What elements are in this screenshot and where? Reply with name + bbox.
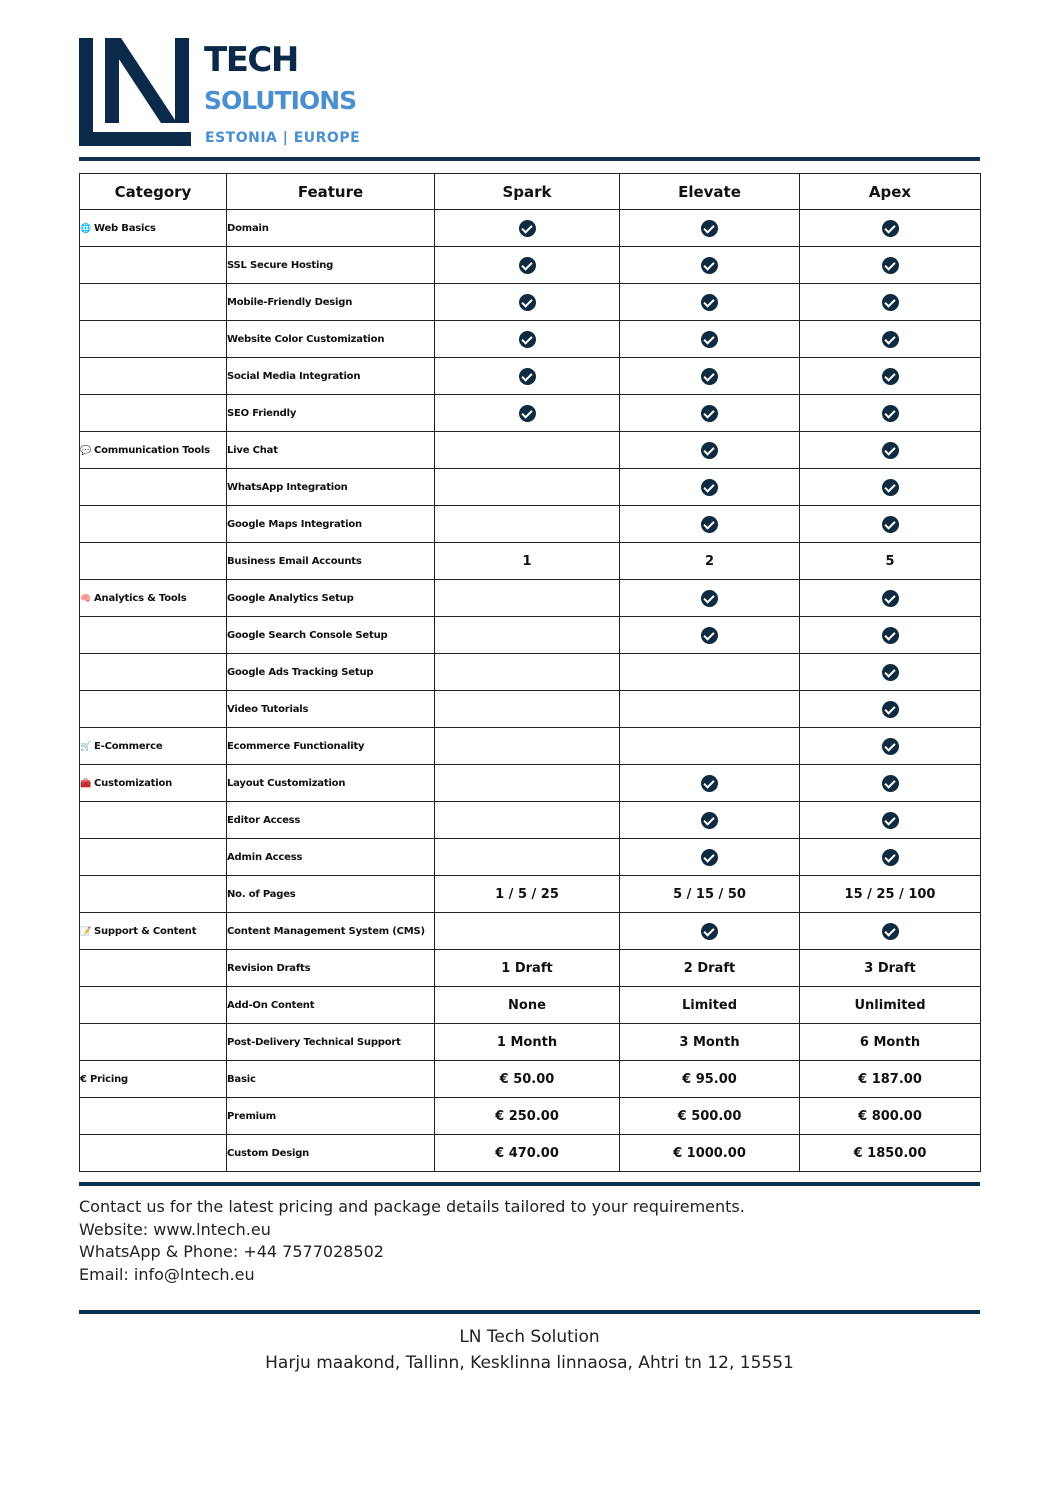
category-cell [80, 1061, 227, 1098]
spark-cell [435, 728, 620, 765]
apex-cell [800, 321, 981, 358]
spark-cell: 1 Draft [435, 950, 620, 987]
spark-cell [435, 654, 620, 691]
spark-cell: € 470.00 [435, 1135, 620, 1172]
spark-cell [435, 617, 620, 654]
category-cell [80, 395, 227, 432]
check-circle-icon [701, 220, 718, 237]
table-bottom-divider [79, 1182, 980, 1186]
check-circle-icon [701, 849, 718, 866]
spark-cell [435, 580, 620, 617]
apex-cell [800, 913, 981, 950]
elevate-cell [620, 506, 800, 543]
table-row [80, 987, 981, 1024]
feature-cell: Website Color Customization [227, 321, 435, 358]
elevate-cell [620, 839, 800, 876]
feature-cell: Layout Customization [227, 765, 435, 802]
spark-cell [435, 395, 620, 432]
apex-cell [800, 617, 981, 654]
elevate-cell: € 95.00 [620, 1061, 800, 1098]
feature-cell: Content Management System (CMS) [227, 913, 435, 950]
table-row [80, 210, 981, 247]
category-label: Customization [94, 777, 173, 789]
table-row [80, 247, 981, 284]
category-cell [80, 358, 227, 395]
logo-region: ESTONIA | EUROPE [205, 130, 361, 146]
table-row [80, 839, 981, 876]
elevate-cell: 2 [620, 543, 800, 580]
elevate-cell [620, 469, 800, 506]
feature-cell: Premium [227, 1098, 435, 1135]
apex-cell [800, 765, 981, 802]
category-cell [80, 617, 227, 654]
category-cell [80, 469, 227, 506]
memo-icon: 📝 [80, 926, 92, 937]
feature-cell: SEO Friendly [227, 395, 435, 432]
footer-company: LN Tech Solution [459, 1327, 600, 1347]
apex-cell: € 1850.00 [800, 1135, 981, 1172]
apex-cell [800, 358, 981, 395]
spark-cell [435, 321, 620, 358]
apex-cell: 15 / 25 / 100 [800, 876, 981, 913]
brain-icon: 🧠 [80, 593, 92, 604]
apex-cell [800, 506, 981, 543]
spark-cell: 1 Month [435, 1024, 620, 1061]
spark-cell [435, 358, 620, 395]
spark-cell [435, 284, 620, 321]
check-circle-icon [519, 405, 536, 422]
feature-cell: Google Analytics Setup [227, 580, 435, 617]
table-row [80, 728, 981, 765]
check-circle-icon [882, 701, 899, 718]
table-row [80, 913, 981, 950]
feature-cell: Domain [227, 210, 435, 247]
apex-cell: 3 Draft [800, 950, 981, 987]
feature-cell: SSL Secure Hosting [227, 247, 435, 284]
feature-cell: WhatsApp Integration [227, 469, 435, 506]
category-cell [80, 876, 227, 913]
feature-cell: Ecommerce Functionality [227, 728, 435, 765]
elevate-cell: € 500.00 [620, 1098, 800, 1135]
feature-cell: Social Media Integration [227, 358, 435, 395]
feature-cell: Live Chat [227, 432, 435, 469]
spark-cell [435, 839, 620, 876]
category-cell [80, 506, 227, 543]
elevate-cell [620, 210, 800, 247]
logo-text-tech: TECH [204, 40, 298, 80]
toolbox-icon: 🧰 [80, 778, 92, 789]
apex-cell [800, 284, 981, 321]
category-cell [80, 284, 227, 321]
category-cell [80, 950, 227, 987]
check-circle-icon [519, 294, 536, 311]
elevate-cell [620, 395, 800, 432]
spark-cell [435, 691, 620, 728]
elevate-cell [620, 802, 800, 839]
elevate-cell: 2 Draft [620, 950, 800, 987]
table-row [80, 1135, 981, 1172]
check-circle-icon [882, 294, 899, 311]
check-circle-icon [701, 294, 718, 311]
category-label: Communication Tools [94, 444, 210, 456]
spark-cell [435, 765, 620, 802]
feature-cell: Revision Drafts [227, 950, 435, 987]
footer-address: Harju maakond, Tallinn, Kesklinna linnaosa, Ahtri tn 12, 15551 [265, 1353, 794, 1373]
category-cell [80, 432, 227, 469]
spark-cell: 1 [435, 543, 620, 580]
category-cell [80, 728, 227, 765]
apex-cell [800, 395, 981, 432]
spark-cell [435, 210, 620, 247]
company-logo [79, 38, 379, 153]
category-label: E-Commerce [94, 740, 163, 752]
table-row [80, 580, 981, 617]
feature-cell: Add-On Content [227, 987, 435, 1024]
table-row [80, 802, 981, 839]
check-circle-icon [519, 257, 536, 274]
apex-cell [800, 654, 981, 691]
category-cell [80, 691, 227, 728]
apex-cell [800, 432, 981, 469]
feature-cell: Google Maps Integration [227, 506, 435, 543]
ln-logo-mark [79, 38, 191, 148]
check-circle-icon [882, 368, 899, 385]
check-circle-icon [882, 590, 899, 607]
check-circle-icon [882, 775, 899, 792]
apex-cell: 5 [800, 543, 981, 580]
category-cell [80, 654, 227, 691]
category-cell [80, 1024, 227, 1061]
contact-intro: Contact us for the latest pricing and package details tailored to your requirements. [79, 1197, 745, 1216]
apex-cell [800, 247, 981, 284]
check-circle-icon [882, 405, 899, 422]
table-row [80, 321, 981, 358]
check-circle-icon [882, 220, 899, 237]
category-cell [80, 987, 227, 1024]
feature-cell: Editor Access [227, 802, 435, 839]
apex-cell [800, 728, 981, 765]
table-row [80, 358, 981, 395]
apex-cell: Unlimited [800, 987, 981, 1024]
category-cell [80, 247, 227, 284]
column-header-apex: Apex [800, 174, 981, 210]
table-header-row [80, 174, 981, 210]
apex-cell [800, 580, 981, 617]
check-circle-icon [701, 368, 718, 385]
elevate-cell [620, 913, 800, 950]
check-circle-icon [882, 257, 899, 274]
table-row [80, 506, 981, 543]
apex-cell [800, 469, 981, 506]
table-row [80, 432, 981, 469]
contact-block [79, 1196, 745, 1286]
table-row [80, 1024, 981, 1061]
feature-cell: Google Ads Tracking Setup [227, 654, 435, 691]
check-circle-icon [701, 627, 718, 644]
spark-cell [435, 469, 620, 506]
elevate-cell [620, 358, 800, 395]
column-header-category: Category [80, 174, 227, 210]
apex-cell [800, 802, 981, 839]
elevate-cell [620, 728, 800, 765]
spark-cell [435, 802, 620, 839]
cart-icon: 🛒 [80, 741, 92, 752]
table-row [80, 469, 981, 506]
category-cell [80, 580, 227, 617]
elevate-cell [620, 765, 800, 802]
feature-cell: Mobile-Friendly Design [227, 284, 435, 321]
footer-divider [79, 1310, 980, 1314]
feature-cell: Business Email Accounts [227, 543, 435, 580]
elevate-cell [620, 617, 800, 654]
category-cell [80, 765, 227, 802]
category-cell [80, 1135, 227, 1172]
apex-cell: 6 Month [800, 1024, 981, 1061]
feature-cell: Video Tutorials [227, 691, 435, 728]
elevate-cell [620, 247, 800, 284]
check-circle-icon [882, 738, 899, 755]
spark-cell: 1 / 5 / 25 [435, 876, 620, 913]
check-circle-icon [882, 812, 899, 829]
check-circle-icon [882, 442, 899, 459]
globe-icon: 🌐 [80, 223, 92, 234]
category-cell [80, 210, 227, 247]
apex-cell [800, 691, 981, 728]
elevate-cell: € 1000.00 [620, 1135, 800, 1172]
elevate-cell [620, 432, 800, 469]
table-row [80, 1098, 981, 1135]
table-row [80, 617, 981, 654]
category-cell [80, 802, 227, 839]
category-label: Web Basics [94, 222, 156, 234]
feature-cell: Custom Design [227, 1135, 435, 1172]
table-row [80, 876, 981, 913]
check-circle-icon [701, 442, 718, 459]
check-circle-icon [701, 775, 718, 792]
pricing-table [79, 173, 981, 1172]
elevate-cell [620, 321, 800, 358]
table-row [80, 765, 981, 802]
apex-cell [800, 839, 981, 876]
feature-cell: Google Search Console Setup [227, 617, 435, 654]
category-label: Support & Content [94, 925, 197, 937]
category-cell [80, 1098, 227, 1135]
elevate-cell [620, 691, 800, 728]
elevate-cell: Limited [620, 987, 800, 1024]
feature-cell: Basic [227, 1061, 435, 1098]
apex-cell [800, 210, 981, 247]
speech-bubble-icon: 💬 [80, 445, 92, 456]
table-row [80, 950, 981, 987]
contact-email[interactable]: Email: info@lntech.eu [79, 1264, 255, 1284]
check-circle-icon [882, 516, 899, 533]
table-row [80, 1061, 981, 1098]
check-circle-icon [519, 331, 536, 348]
check-circle-icon [701, 405, 718, 422]
elevate-cell [620, 284, 800, 321]
feature-cell: Admin Access [227, 839, 435, 876]
check-circle-icon [882, 849, 899, 866]
table-body [80, 210, 981, 1172]
elevate-cell: 3 Month [620, 1024, 800, 1061]
check-circle-icon [701, 516, 718, 533]
table-row [80, 395, 981, 432]
feature-cell: Post-Delivery Technical Support [227, 1024, 435, 1061]
category-cell [80, 839, 227, 876]
check-circle-icon [519, 220, 536, 237]
category-cell [80, 543, 227, 580]
table-row [80, 654, 981, 691]
check-circle-icon [882, 923, 899, 940]
spark-cell [435, 432, 620, 469]
check-circle-icon [519, 368, 536, 385]
spark-cell [435, 506, 620, 543]
spark-cell: € 250.00 [435, 1098, 620, 1135]
check-circle-icon [701, 923, 718, 940]
category-cell [80, 913, 227, 950]
table-row [80, 691, 981, 728]
category-cell [80, 321, 227, 358]
check-circle-icon [701, 812, 718, 829]
table-row [80, 543, 981, 580]
column-header-spark: Spark [435, 174, 620, 210]
spark-cell [435, 247, 620, 284]
check-circle-icon [882, 664, 899, 681]
header-divider [79, 157, 980, 161]
check-circle-icon [882, 627, 899, 644]
spark-cell: € 50.00 [435, 1061, 620, 1098]
check-circle-icon [701, 479, 718, 496]
apex-cell: € 187.00 [800, 1061, 981, 1098]
check-circle-icon [882, 331, 899, 348]
elevate-cell [620, 580, 800, 617]
logo-text-solutions: SOLUTIONS [204, 86, 357, 115]
table-row [80, 284, 981, 321]
apex-cell: € 800.00 [800, 1098, 981, 1135]
contact-phone[interactable]: WhatsApp & Phone: +44 7577028502 [79, 1242, 384, 1261]
category-label: Analytics & Tools [94, 592, 187, 604]
elevate-cell: 5 / 15 / 50 [620, 876, 800, 913]
check-circle-icon [701, 257, 718, 274]
spark-cell [435, 913, 620, 950]
elevate-cell [620, 654, 800, 691]
check-circle-icon [701, 331, 718, 348]
check-circle-icon [701, 590, 718, 607]
column-header-elevate: Elevate [620, 174, 800, 210]
column-header-feature: Feature [227, 174, 435, 210]
feature-cell: No. of Pages [227, 876, 435, 913]
category-label: € Pricing [80, 1073, 128, 1085]
check-circle-icon [882, 479, 899, 496]
spark-cell: None [435, 987, 620, 1024]
contact-website[interactable]: Website: www.lntech.eu [79, 1219, 271, 1239]
